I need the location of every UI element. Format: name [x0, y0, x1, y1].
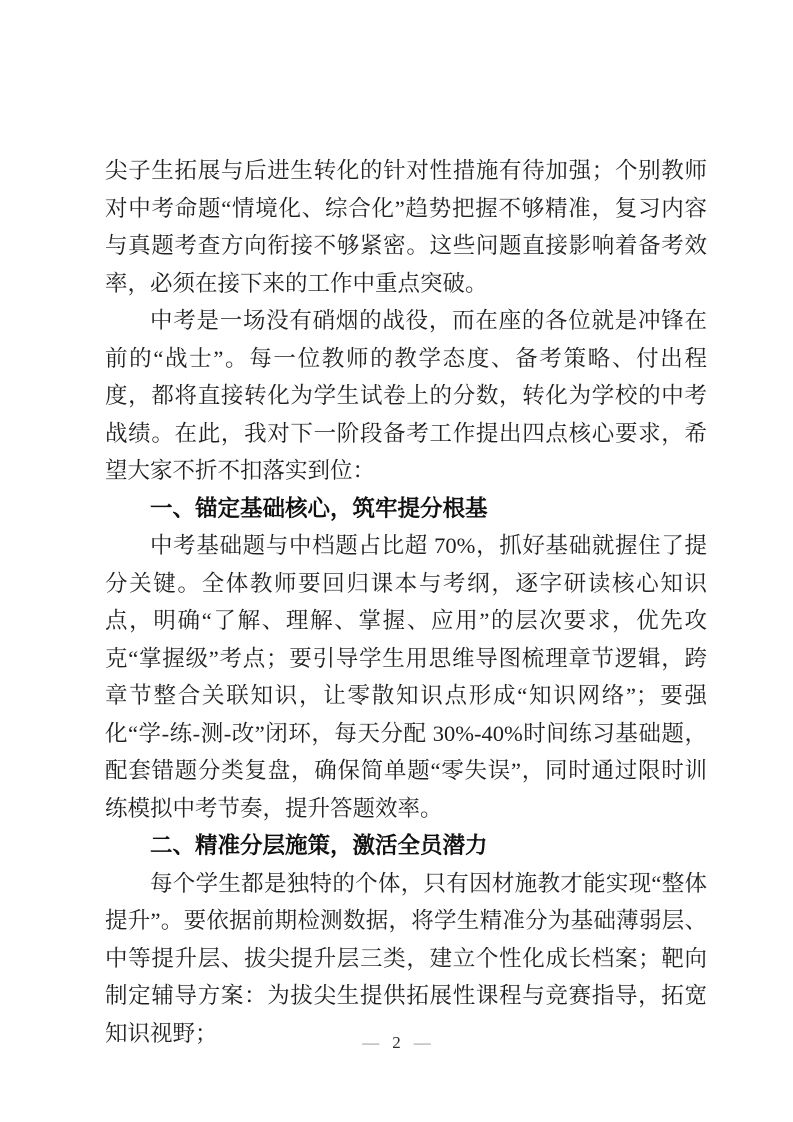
section-heading-2: 二、精准分层施策，激活全员潜力	[150, 833, 488, 858]
footer-dash-left: —	[362, 1033, 380, 1052]
page-number: 2	[392, 1033, 401, 1052]
paragraph: 中考是一场没有硝烟的战役，而在座的各位就是冲锋在前的“战士”。每一位教师的教学态度、备考策略、付出程度，都将直接转化为学生试卷上的分数，转化为学校的中考战绩。在此，我对下一阶段备考工作提出四点核心要求，希望大家不折不扣落实到位：	[105, 308, 707, 483]
paragraph-continuation: 尖子生拓展与后进生转化的针对性措施有待加强；个别教师对中考命题“情境化、综合化”趋势把握不够精准，复习内容与真题考查方向衔接不够紧密。这些问题直接影响着备考效率，必须在接下来的工作中重点突破。	[105, 158, 707, 296]
paragraph: 中考基础题与中档题占比超 70%，抓好基础就握住了提分关键。全体教师要回归课本与考纲，逐字研读核心知识点，明确“了解、理解、掌握、应用”的层次要求，优先攻克“掌握级”考点；要引导学生用思维导图梳理章节逻辑，跨章节整合关联知识，让零散知识点形成“知识网络”；要强化“学-练-测-改”闭环，每天分配 30%-40%时间练习基础题，配套错题分类复盘，确保简单题“零失误”，同时通过限时训练模拟中考节奏，提升答题效率。	[105, 533, 707, 821]
document-content	[105, 152, 707, 1052]
page-footer	[0, 1032, 793, 1054]
paragraph: 每个学生都是独特的个体，只有因材施教才能实现“整体提升”。要依据前期检测数据，将学生精准分为基础薄弱层、中等提升层、拔尖提升层三类，建立个性化成长档案；靶向制定辅导方案：为拔尖生提供拓展性课程与竞赛指导，拓宽知识视野；	[105, 870, 707, 1046]
footer-dash-right: —	[413, 1033, 431, 1052]
section-heading-1: 一、锚定基础核心，筑牢提分根基	[150, 495, 488, 521]
